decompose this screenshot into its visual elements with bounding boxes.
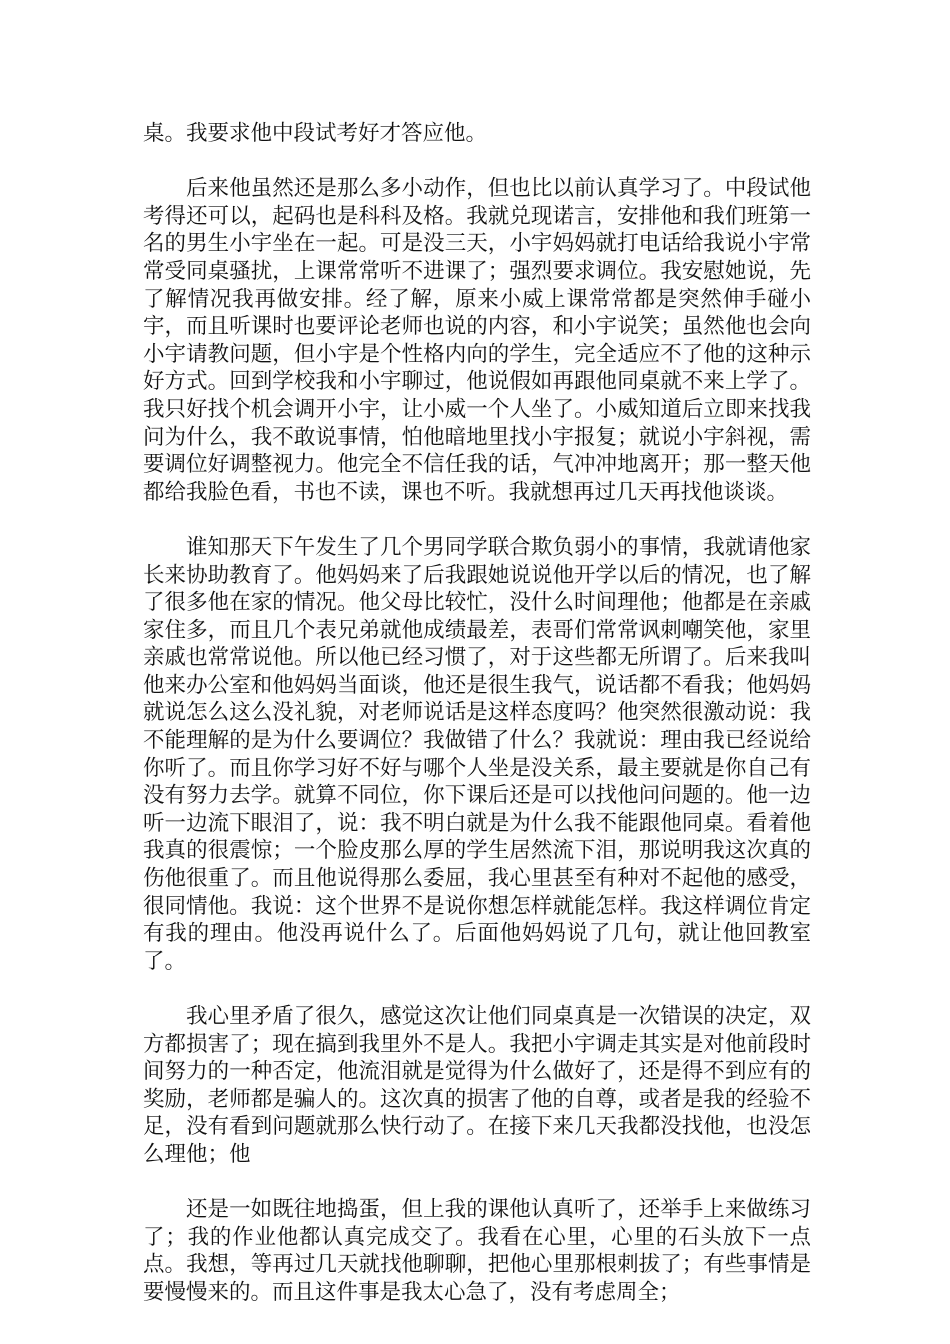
- paragraph-3: 谁知那天下午发生了几个男同学联合欺负弱小的事情，我就请他家长来协助教育了。他妈妈来了后我跟她说说他开学以后的情况，也了解了很多他在家的情况。他父母比较忙，没什么时间理他；他都是在亲戚家住多，而且几个表兄弟就他成绩最差，表哥们常常讽刺嘲笑他，家里亲戚也常常说他。所以他已经习惯了，对于这些都无所谓了。后来我叫他来办公室和他妈妈当面谈，他还是很生我气，说话都不看我；他妈妈就说怎么这么没礼貌，对老师说话是这样态度吗？他突然很激动说：我不能理解的是为什么要调位？我做错了什么？我就说：理由我已经说给你听了。而且你学习好不好与哪个人坐是没关系，最主要就是你自己有没有努力去学。就算不同位，你下课后还是可以找他问问题的。他一边听一边流下眼泪了，说：我不明白就是为什么我不能跟他同桌。看着他我真的很震惊；一个脸皮那么厚的学生居然流下泪，那说明我这次真的伤他很重了。而且他说得那么委屈，我心里甚至有种对不起他的感受，很同情他。我说：这个世界不是说你想怎样就能怎样。我这样调位肯定有我的理由。他没再说什么了。后面他妈妈说了几句，就让他回教室了。: [143, 534, 811, 974]
- paragraph-1: 桌。我要求他中段试考好才答应他。: [143, 121, 488, 146]
- paragraph-5: 还是一如既往地捣蛋，但上我的课他认真听了，还举手上来做练习了；我的作业他都认真完成交了。我看在心里，心里的石头放下一点点。我想，等再过几天就找他聊聊，把他心里那根刺拔了；有些事情是要慢慢来的。而且这件事是我太心急了，没有考虑周全；: [143, 1197, 811, 1305]
- document-body: [143, 120, 811, 1307]
- paragraph-4: 我心里矛盾了很久，感觉这次让他们同桌真是一次错误的决定，双方都损害了；现在搞到我里外不是人。我把小宇调走其实是对他前段时间努力的一种否定，他流泪就是觉得为什么做好了，还是得不到应有的奖励，老师都是骗人的。这次真的损害了他的自尊，或者是我的经验不足，没有看到问题就那么快行动了。在接下来几天我都没找他，也没怎么理他；他: [143, 1004, 811, 1167]
- paragraph-2: 后来他虽然还是那么多小动作，但也比以前认真学习了。中段试他考得还可以，起码也是科科及格。我就兑现诺言，安排他和我们班第一名的男生小宇坐在一起。可是没三天，小宇妈妈就打电话给我说小宇常常受同桌骚扰，上课常常听不进课了；强烈要求调位。我安慰她说，先了解情况我再做安排。经了解，原来小威上课常常都是突然伸手碰小宇，而且听课时也要评论老师也说的内容，和小宇说笑；虽然他也会向小宇请教问题，但小宇是个性格内向的学生，完全适应不了他的这种示好方式。回到学校我和小宇聊过，他说假如再跟他同桌就不来上学了。我只好找个机会调开小宇，让小威一个人坐了。小威知道后立即来找我问为什么，我不敢说事情，怕他暗地里找小宇报复；就说小宇斜视，需要调位好调整视力。他完全不信任我的话，气冲冲地离开；那一整天他都给我脸色看，书也不读，课也不听。我就想再过几天再找他谈谈。: [143, 176, 811, 505]
